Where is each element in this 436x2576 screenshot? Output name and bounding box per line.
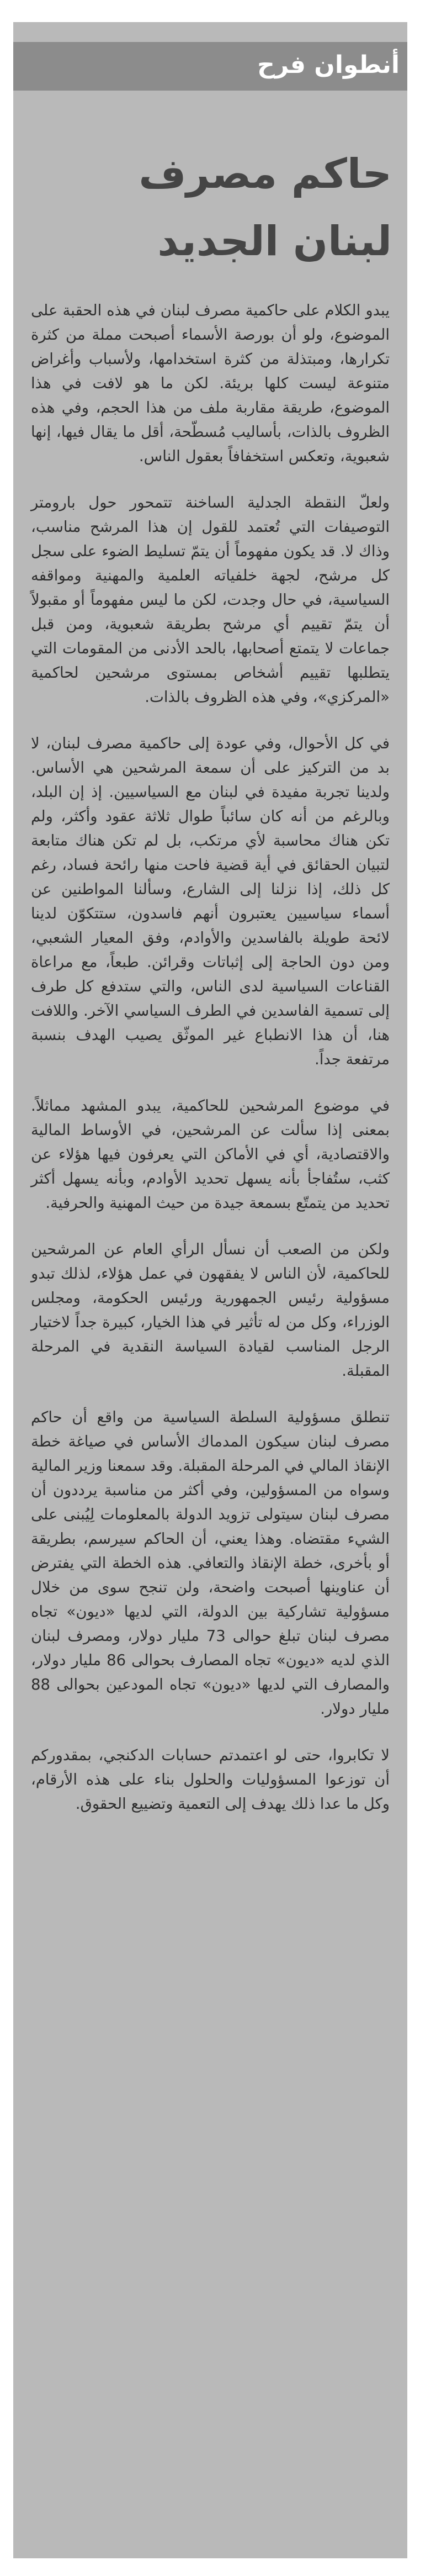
article-column xyxy=(13,22,407,2558)
article-paragraph-6: تنطلق مسؤولية السلطة السياسية من واقع أن حاكم مصرف لبنان سيكون المدماك الأساس في صياغة خطة الإنقاذ المالي في المرحلة المقبلة. وقد سمعنا وزير المالية وسواه من المسؤولين، وفي أكثر من مناسبة يرددون أن مصرف لبنان سيتولى تزويد الدولة بالمعلومات لِيُبنى على الشيء مقتضاه. وهذا يعني، أن الحاكم سيرسم، بطريقة أو بأخرى، خطة الإنقاذ والتعافي. هذه الخطة التي يفترض أن عناوينها أصبحت واضحة، ولن تنجح سوى من خلال مسؤولية تشاركية بين الدولة، التي لديها «ديون» تجاه مصرف لبنان تبلغ حوالى 73 مليار دولار، ومصرف لبنان الذي لديه «ديون» تجاه المصارف بحوالى 86 مليار دولار، والمصارف التي لديها «ديون» تجاه المودعين بحوالى 88 مليار دولار. xyxy=(31,1408,390,1718)
author-bar xyxy=(13,42,407,91)
author-name[interactable]: أنطوان فرح xyxy=(257,51,400,79)
article-paragraph-1: يبدو الكلام على حاكمية مصرف لبنان في هذه الحقبة على الموضوع، ولو أن بورصة الأسماء أصبحت مملة من كثرة تكرارها، ومبتذلة من كثرة استخدامها، ولأسباب وأغراض متنوعة ليست كلها بريئة. لكن ما هو لافت في هذا الموضوع، طريقة مقاربة ملف من هذا الحجم، وفي هذه الظروف بالذات، بأساليب مُسطّحة، أقل ما يقال فيها، إنها شعبوية، وتعكس استخفافاً بعقول الناس. xyxy=(31,302,390,465)
article-paragraph-5: ولكن من الصعب أن نسأل الرأي العام عن المرشحين للحاكمية، لأن الناس لا يفقهون في عمل هؤلاء، لذلك تبدو مسؤولية رئيس الجمهورية ورئيس الحكومة، ومجلس الوزراء، وكل من له تأثير في هذا الخيار، كبيرة جداً لاختيار الرجل المناسب لقيادة السياسة النقدية في المرحلة المقبلة. xyxy=(31,1241,390,1380)
article-body xyxy=(31,298,390,1838)
article-paragraph-3: في كل الأحوال، وفي عودة إلى حاكمية مصرف لبنان، لا بد من التركيز على أن سمعة المرشحين هي الأساس. ولدينا تجربة مفيدة في لبنان مع السياسيين. إذ إن البلد، وبالرغم من أنه كان سائباً طوال ثلاثة عقود وأكثر، ولم تكن هناك محاسبة لأي مرتكب، بل لم تكن هناك متابعة لتبيان الحقائق في أية قضية فاحت منها رائحة فساد، رغم كل ذلك، إذا نزلنا إلى الشارع، وسألنا المواطنين عن أسماء سياسيين يعتبرون أنهم فاسدون، ستتكوّن لدينا لائحة طويلة بالفاسدين والأوادم، وفق المعيار الشعبي، ومن دون الحاجة إلى إثباتات وقرائن. طبعاً، مع مراعاة القناعات السياسية لدى الناس، والتي ستدفع كل طرف إلى تسمية الفاسدين في الطرف السياسي الآخر. واللافت هنا، أن هذا الانطباع غير الموثّق يصيب الهدف بنسبة مرتفعة جداً. xyxy=(31,735,390,1068)
article-title: حاكم مصرف لبنان الجديد xyxy=(139,150,392,265)
article-paragraph-4: في موضوع المرشحين للحاكمية، يبدو المشهد مماثلاً. بمعنى إذا سألت عن المرشحين، في الأوساط المالية والاقتصادية، أي في الأماكن التي يعرفون فيها هؤلاء عن كثب، ستُفاجأ بأنه يسهل تحديد الأوادم، وبأنه يسهل أكثر تحديد من يتمتّع بسمعة جيدة من حيث المهنية والحرفية. xyxy=(31,1097,390,1212)
article-paragraph-7: لا تكابروا، حتى لو اعتمدتم حسابات الدكنجي، بمقدوركم أن توزعوا المسؤوليات والحلول بناء على هذه الأرقام، وكل ما عدا ذلك يهدف إلى التعمية وتضييع الحقوق. xyxy=(31,1746,390,1813)
article-paragraph-2: ولعلّ النقطة الجدلية الساخنة تتمحور حول بارومتر التوصيفات التي تُعتمد للقول إن هذا المرشح مناسب، وذاك لا. قد يكون مفهوماً أن يتمّ تسليط الضوء على سجل كل مرشح، لجهة خلفياته العلمية والمهنية ومواقفه السياسية، في حال وجدت، لكن ما ليس مفهوماً أو مقبولاً أن يتمّ تقييم أي مرشح بطريقة شعبوية، ومن قبل جماعات لا يتمتع أصحابها، بالحد الأدنى من المقومات التي يتطلبها تقييم أشخاص بمستوى مرشحين لحاكمية «المركزي»، وفي هذه الظروف بالذات. xyxy=(31,494,390,706)
